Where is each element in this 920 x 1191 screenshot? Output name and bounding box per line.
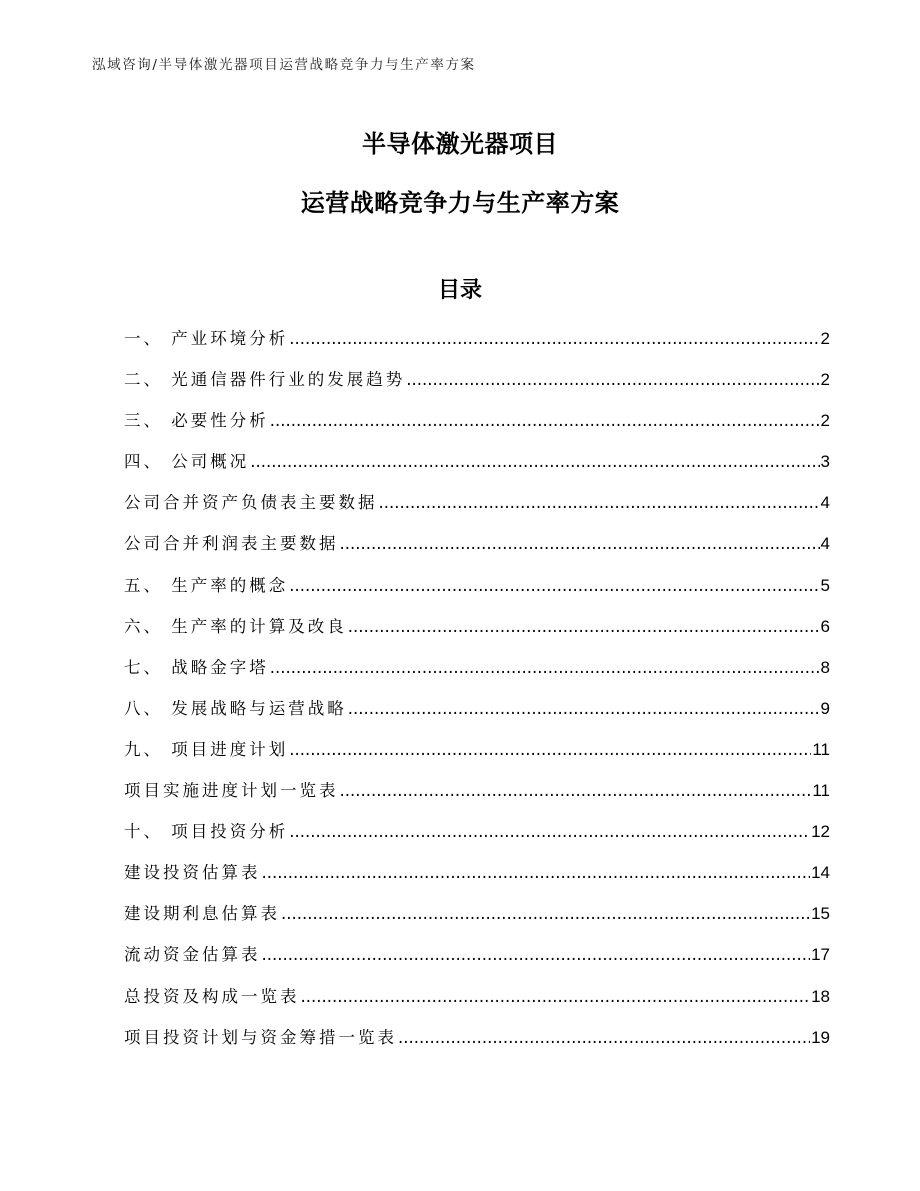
toc-leader-dots xyxy=(289,576,819,595)
toc-leader-dots xyxy=(379,493,820,512)
toc-leader-dots xyxy=(406,370,819,389)
toc-leader-dots xyxy=(301,987,811,1006)
toc-entry[interactable] xyxy=(124,695,830,736)
toc-leader-dots xyxy=(348,699,820,718)
toc-entry-label: 流动资金估算表 xyxy=(124,945,261,965)
toc-entry[interactable] xyxy=(124,489,830,530)
toc-entry-page: 4 xyxy=(820,493,830,513)
toc-entry-label: 建设投资估算表 xyxy=(124,863,261,883)
toc-entry[interactable] xyxy=(124,983,830,1024)
toc-entry[interactable] xyxy=(124,613,830,654)
running-header: 泓域咨询/半导体激光器项目运营战略竞争力与生产率方案 xyxy=(92,57,476,73)
document-title-line-2: 运营战略竞争力与生产率方案 xyxy=(300,189,620,217)
toc-entry-label: 九、 项目进度计划 xyxy=(124,739,289,759)
toc-entry-page: 4 xyxy=(820,534,830,554)
toc-entry-label: 二、 光通信器件行业的发展趋势 xyxy=(124,370,406,390)
toc-entry[interactable] xyxy=(124,448,830,489)
toc-leader-dots xyxy=(281,904,810,923)
toc-entry-label: 三、 必要性分析 xyxy=(124,411,269,431)
toc-entry-label: 公司合并利润表主要数据 xyxy=(124,534,339,554)
toc-entry-label: 六、 生产率的计算及改良 xyxy=(124,616,347,636)
toc-entry-page: 2 xyxy=(820,370,830,390)
toc-entry-page: 2 xyxy=(820,411,830,431)
toc-entry[interactable] xyxy=(124,941,830,982)
toc-entry[interactable] xyxy=(124,1024,830,1065)
toc-entry-page: 11 xyxy=(812,739,830,759)
toc-leader-dots xyxy=(340,534,820,553)
toc-entry-page: 5 xyxy=(820,575,830,595)
toc-entry-label: 七、 战略金字塔 xyxy=(124,657,269,677)
toc-entry-page: 11 xyxy=(812,781,830,801)
toc-entry-label: 项目投资计划与资金筹措一览表 xyxy=(124,1027,397,1047)
toc-leader-dots xyxy=(348,617,820,636)
toc-entry-label: 一、 产业环境分析 xyxy=(124,329,289,348)
toc-entry[interactable] xyxy=(124,900,830,941)
toc-leader-dots xyxy=(262,863,811,882)
toc-entry-label: 总投资及构成一览表 xyxy=(124,986,300,1006)
toc-entry-label: 公司合并资产负债表主要数据 xyxy=(124,493,378,513)
toc-entry-page: 6 xyxy=(820,616,830,636)
toc-entry-page: 14 xyxy=(811,863,830,883)
toc-entry-page: 19 xyxy=(811,1027,830,1047)
toc-entry[interactable] xyxy=(124,859,830,900)
toc-leader-dots xyxy=(289,329,819,348)
toc-entry[interactable] xyxy=(124,654,830,695)
toc-entry-page: 2 xyxy=(820,329,830,348)
toc-entry-page: 12 xyxy=(811,822,830,842)
toc-entry-page: 3 xyxy=(820,452,830,472)
toc-entry[interactable] xyxy=(124,572,830,613)
toc-entry[interactable] xyxy=(124,325,830,366)
toc-entry-label: 十、 项目投资分析 xyxy=(124,822,289,842)
toc-leader-dots xyxy=(289,822,810,841)
toc-entry-label: 项目实施进度计划一览表 xyxy=(124,781,339,801)
toc-leader-dots xyxy=(250,452,819,471)
toc-heading: 目录 xyxy=(437,278,482,303)
toc-entry-page: 15 xyxy=(811,904,830,924)
toc-leader-dots xyxy=(289,740,811,759)
toc-entry[interactable] xyxy=(124,530,830,571)
toc-leader-dots xyxy=(340,781,812,800)
toc-entry-label: 八、 发展战略与运营战略 xyxy=(124,698,347,718)
toc-entry-page: 9 xyxy=(820,698,830,718)
toc-leader-dots xyxy=(270,658,820,677)
toc-entry-page: 8 xyxy=(820,657,830,677)
toc-entry[interactable] xyxy=(124,777,830,818)
toc-entry[interactable] xyxy=(124,366,830,407)
toc-leader-dots xyxy=(262,945,811,964)
toc-leader-dots xyxy=(398,1028,810,1047)
toc-entry-label: 四、 公司概况 xyxy=(124,452,250,472)
toc-entry[interactable] xyxy=(124,818,830,859)
toc-entry-page: 18 xyxy=(811,986,830,1006)
toc-entry[interactable] xyxy=(124,736,830,777)
toc-leader-dots xyxy=(270,411,820,430)
toc-entry-label: 建设期利息估算表 xyxy=(124,904,280,924)
document-title-line-1: 半导体激光器项目 xyxy=(362,130,558,158)
toc-entry-label: 五、 生产率的概念 xyxy=(124,575,289,595)
table-of-contents xyxy=(124,325,830,1065)
toc-entry-page: 17 xyxy=(811,945,830,965)
toc-entry[interactable] xyxy=(124,407,830,448)
